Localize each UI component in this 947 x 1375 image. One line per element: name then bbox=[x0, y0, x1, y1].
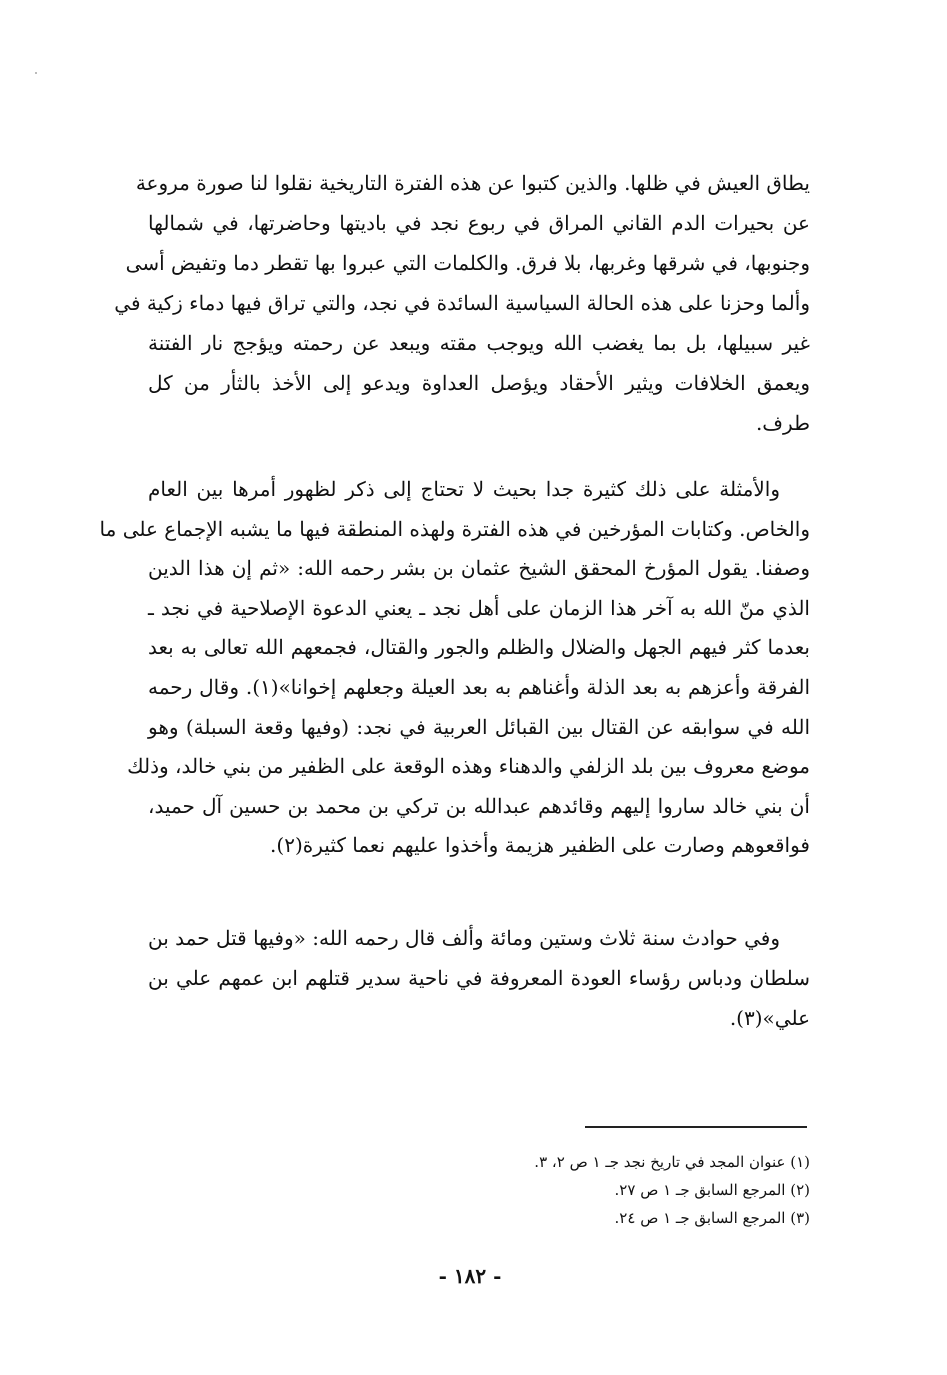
paragraph-2 bbox=[99, 470, 810, 866]
text-line: والخاص. وكتابات المؤرخين في هذه الفترة ولهذه المنطقة فيها ما يشبه الإجماع على ما bbox=[99, 516, 810, 541]
text-line: الفرقة وأعزهم به بعد الذلة وأغناهم به بعد العيلة وجعلهم إخوانا»(١). وقال رحمه bbox=[148, 674, 810, 699]
text-line: بعدما كثر فيهم الجهل والضلال والظلم والجور والقتال، فجمعهم الله تعالى به بعد bbox=[148, 635, 810, 660]
text-line: وصفنا. يقول المؤرخ المحقق الشيخ عثمان بن بشر رحمه الله: «ثم إن هذا الدين bbox=[148, 556, 810, 581]
text-line: سلطان ودباس رؤساء العودة المعروفة في ناحية سدير قتلهم ابن عمهم علي بن bbox=[148, 966, 810, 990]
footnote-1: (١) عنوان المجد في تاريخ نجد جـ ١ ص ٢، ٣. bbox=[534, 1153, 810, 1171]
text-line: غير سبيلها، بل بما يغضب الله ويوجب مقته ويبعد عن رحمته ويؤجج نار الفتنة bbox=[148, 331, 810, 355]
text-line: وألما وحزنا على هذه الحالة السياسية السائدة في نجد، والتي تراق فيها دماء زكية في bbox=[114, 291, 810, 315]
text-line: طرف. bbox=[755, 411, 810, 435]
paragraph-3 bbox=[148, 918, 810, 1038]
text-line: الذي منّ الله به آخر هذا الزمان على أهل نجد ـ يعني الدعوة الإصلاحية في نجد ـ bbox=[148, 595, 810, 620]
footnote-divider bbox=[585, 1126, 807, 1128]
paragraph-1 bbox=[114, 163, 810, 443]
text-line: يطاق العيش في ظلها. والذين كتبوا عن هذه الفترة التاريخية نقلوا لنا صورة مروعة bbox=[135, 171, 810, 195]
text-line: والأمثلة على ذلك كثيرة جدا بحيث لا تحتاج إلى ذكر لظهور أمرها بين العام bbox=[148, 477, 780, 501]
text-line: ويعمق الخلافات ويثير الأحقاد ويؤصل العداوة ويدعو إلى الأخذ بالثأر من كل bbox=[148, 371, 810, 395]
text-line: موضع معروف بين بلد الزلفي والدهناء وهذه الوقعة على الظفير من بني خالد، وذلك bbox=[127, 754, 810, 779]
text-line: أن بني خالد ساروا إليهم وقائدهم عبدالله بن تركي بن محمد بن حسين آل حميد، bbox=[148, 793, 810, 818]
page-number: - ١٨٢ - bbox=[438, 1264, 502, 1288]
footnotes bbox=[400, 1148, 810, 1232]
text-line: وفي حوادث سنة ثلاث وستين ومائة وألف قال رحمه الله: «وفيها قتل حمد بن bbox=[148, 926, 780, 950]
scan-speck bbox=[35, 72, 37, 74]
text-line: وجنوبها، في شرقها وغربها، بلا فرق. والكلمات التي عبروا بها تقطر دما وتفيض أسى bbox=[125, 251, 810, 275]
footnote-2: (٢) المرجع السابق جـ ١ ص ٢٧. bbox=[614, 1181, 810, 1199]
text-line: علي»(٣). bbox=[729, 1006, 810, 1030]
footnote-3: (٣) المرجع السابق جـ ١ ص ٢٤. bbox=[614, 1209, 810, 1227]
text-line: عن بحيرات الدم القاني المراق في ربوع نجد في باديتها وحاضرتها، في شمالها bbox=[148, 211, 810, 235]
text-line: الله في سوابقه عن القتال بين القبائل العربية في نجد: (وفيها وقعة السبلة) وهو bbox=[148, 714, 810, 739]
text-line: فواقعوهم وصارت على الظفير هزيمة وأخذوا عليهم نعما كثيرة(٢). bbox=[270, 833, 810, 858]
